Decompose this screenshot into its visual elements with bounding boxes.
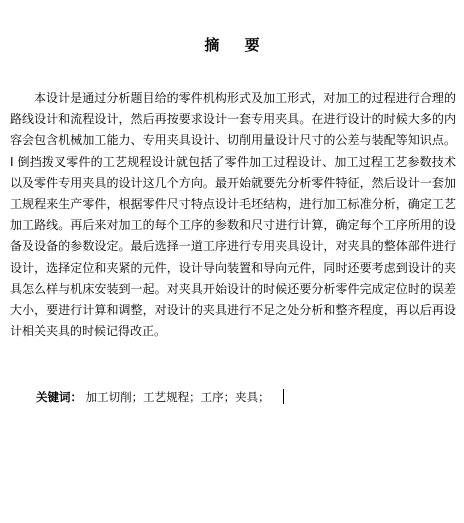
keywords-line — [36, 389, 284, 405]
abstract-body: 本设计是通过分析题目给的零件机构形式及加工形式，对加工的过程进行合理的路线设计和流程设计，然后再按要求设计一套专用夹具。在进行设计的时候大多的内容会包含机械加工能力、专用夹具设计、切削用量设计尺寸的公差与装配等知识点。I 倒挡拨叉零件的工艺规程设计就包括了零件加工过程设计、加工过程工艺参数技术以及零件专用夹具的设计这几个方向。最开始就要先分析零件特征，然后设计一套加工规程来生产零件，根据零件尺寸特点设计毛坯结构，进行加工标准分析，确定工艺加工路线。再后来对加工的每个工序的参数和尺寸进行计算，确定每个工序所用的设备及设备的参数设定。最后选择一道工序进行专用夹具设计，对夹具的整体部件进行设计，选择定位和夹紧的元件，设计导向装置和导向元件，同时还要考虑到设计的夹具怎么样与机床安装到一起。对夹具开始设计的时候还要分析零件完成定位时的误差大小，要进行计算和调整，对设计的夹具进行不足之处分析和整齐程度，再以后再设计相关夹具的时候记得改正。 — [10, 91, 456, 339]
text-cursor — [283, 389, 284, 404]
abstract-title: 摘 要 — [204, 36, 270, 54]
keywords-label: 关键词： — [36, 390, 82, 404]
keywords-list: 加工切削；工艺规程；工序；夹具； — [85, 390, 270, 404]
